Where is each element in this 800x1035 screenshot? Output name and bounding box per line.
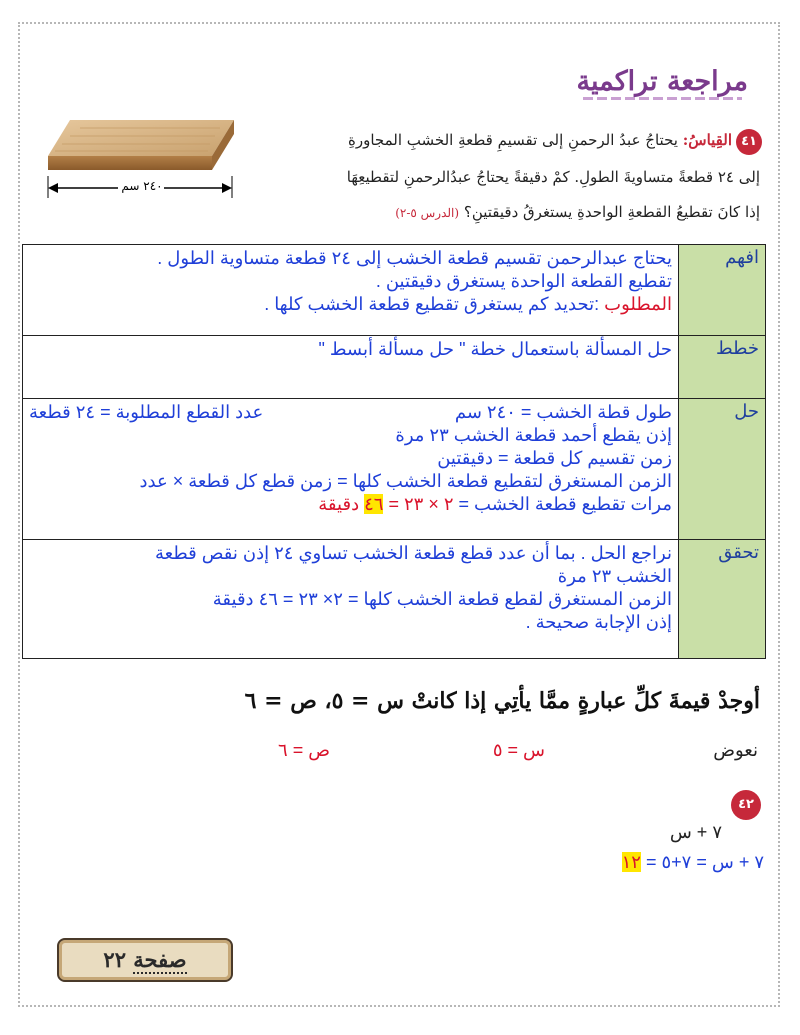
pieces-count-statement: عدد القطع المطلوبة = ٢٤ قطعة: [29, 402, 264, 422]
understand-line-2: تقطيع القطعة الواحدة يستغرق دقيقتين .: [375, 271, 672, 291]
board-length-statement: طول قطة الخشب = ٢٤٠ سم: [454, 402, 672, 422]
section-title: مراجعة تراكمية: [576, 66, 748, 97]
check-body: [23, 540, 679, 659]
understand-line-1: يحتاج عبدالرحمن تقسيم قطعة الخشب إلى ٢٤ قطعة متساوية الطول .: [157, 248, 672, 268]
check-row: [23, 540, 766, 659]
understand-row: [23, 245, 766, 336]
problem-41-line-3: [395, 203, 760, 221]
required-label: المطلوب: [604, 294, 672, 314]
problem-42-answer: ١٢: [621, 852, 641, 872]
lesson-reference: (الدرس ٥-٢): [395, 206, 460, 220]
solve-line-2: إذن يقطع أحمد قطعة الخشب ٢٣ مرة: [395, 425, 672, 445]
plan-line-1: حل المسألة باستعمال خطة " حل مسألة أبسط ": [318, 339, 672, 359]
understand-line-3: [29, 293, 672, 316]
problem-42-work: [622, 852, 764, 873]
plan-body: [23, 336, 679, 399]
problem-41-line-2: إلى ٢٤ قطعةً متساويةَ الطولِ. كمْ دقيقةً يحتاجُ عبدُالرحمنِ لتقطيعِهَا: [346, 168, 760, 186]
solve-unit: دقيقة: [318, 494, 360, 514]
check-line-3: الزمن المستغرق لقطع قطعة الخشب كلها = ٢× ٢٣ = ٤٦ دقيقة: [212, 589, 672, 609]
page-number-box: [57, 938, 233, 982]
problem-42-expression: ٧ + س: [669, 822, 722, 842]
solve-answer: ٤٦: [364, 494, 384, 514]
s-value: س = ٥: [492, 740, 545, 760]
problem-42-badge: ٤٢: [731, 790, 761, 820]
solve-label: حل: [679, 399, 766, 540]
plan-label: خطط: [679, 336, 766, 399]
page-label: صفحة: [133, 947, 187, 972]
solve-line-1: [29, 401, 672, 424]
check-line-4: إذن الإجابة صحيحة .: [525, 612, 672, 632]
solve-line-4: الزمن المستغرق لتقطيع قطعة الخشب كلها = زمن قطع كل قطعة × عدد: [139, 471, 672, 491]
solve-line-5: [29, 493, 672, 516]
problem-41-text-3: إذا كانَ تقطيعُ القطعةِ الواحدةِ يستغرقُ دقيقتينِ؟: [463, 203, 760, 221]
solution-plan-table: [22, 244, 766, 659]
wood-board-image: [40, 118, 240, 212]
c-value: ص = ٦: [278, 740, 330, 760]
understand-body: [23, 245, 679, 336]
problem-41-text-1: يحتاجُ عبدُ الرحمنِ إلى تقسيمِ قطعةِ الخشبِ المجاورةِ: [348, 131, 678, 149]
solve-line-3: زمن تقسيم كل قطعة = دقيقتين: [437, 448, 672, 468]
solve-row: [23, 399, 766, 540]
page-number: ٢٢: [103, 947, 126, 972]
plan-row: [23, 336, 766, 399]
board-length-label: ٢٤٠ سم: [121, 179, 163, 193]
problem-41-badge: ٤١: [736, 129, 762, 155]
problem-42-work-text: ٧ + س = ٧+٥ =: [645, 852, 764, 872]
problem-41-label: القِياسُ:: [682, 131, 732, 149]
problem-41-line-1: [348, 131, 732, 149]
solve-body: [23, 399, 679, 540]
understand-label: افهم: [679, 245, 766, 336]
check-line-1: نراجع الحل . بما أن عدد قطع قطعة الخشب تساوي ٢٤ إذن نقص قطعة: [155, 543, 672, 563]
solve-line-5-text: مرات تقطيع قطعة الخشب =: [458, 494, 672, 514]
solve-expression: ٢ × ٢٣ =: [388, 494, 454, 514]
required-text: :تحديد كم يستغرق تقطيع قطعة الخشب كلها .: [264, 294, 600, 314]
substitute-label: نعوض: [713, 740, 758, 760]
question-heading: أوجدْ قيمةَ كلِّ عبارةٍ ممَّا يأتِي إذا كانتْ س = ٥، ص = ٦: [244, 688, 760, 714]
check-label: تحقق: [679, 540, 766, 659]
check-line-2: الخشب ٢٣ مرة: [557, 566, 672, 586]
